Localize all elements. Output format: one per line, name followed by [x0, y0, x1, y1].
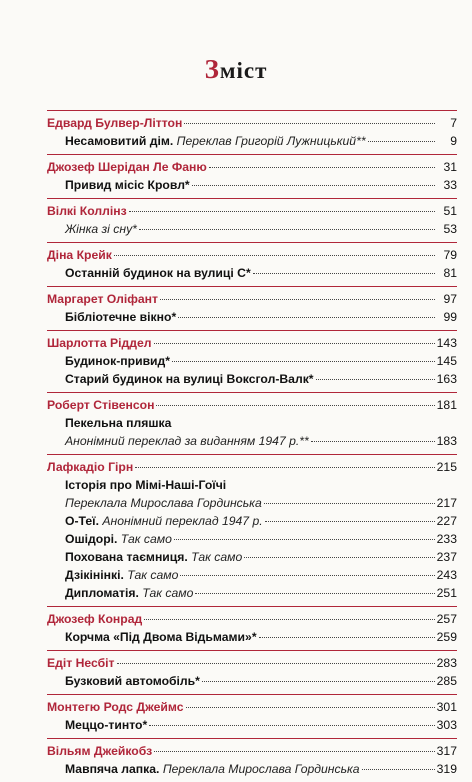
toc-section: [47, 198, 457, 242]
page-number: 217: [436, 496, 457, 510]
entry-title: Останній будинок на вулиці С*: [65, 266, 251, 280]
page-number: 163: [436, 372, 457, 386]
toc-author-line[interactable]: [47, 742, 457, 760]
toc-section: [47, 242, 457, 286]
author-name: Монтегю Родс Джеймс: [47, 700, 184, 714]
author-name: Маргарет Оліфант: [47, 292, 159, 306]
dot-leader: [184, 123, 435, 124]
dot-leader: [264, 503, 435, 504]
dot-leader: [154, 343, 435, 344]
toc-section: [47, 650, 457, 694]
page-number: 259: [436, 630, 457, 644]
toc-author-line[interactable]: [47, 334, 457, 352]
toc-entry[interactable]: [47, 494, 457, 512]
entry-note: Переклала Мирослава Гординська: [159, 762, 360, 776]
entry-title: Меццо-тинто*: [65, 718, 148, 732]
page-number: 243: [436, 568, 457, 582]
toc-entry[interactable]: [47, 530, 457, 548]
page-number: 181: [436, 398, 457, 412]
toc-author-line[interactable]: [47, 158, 457, 176]
dot-leader: [117, 663, 435, 664]
page-number: 33: [443, 178, 457, 192]
page-number: 97: [443, 292, 457, 306]
dot-leader: [172, 361, 435, 362]
page-number: 7: [450, 116, 457, 130]
entry-title: Корчма «Під Двома Відьмами»*: [65, 630, 257, 644]
entry-title: Мавпяча лапка.: [65, 762, 160, 776]
dot-leader: [316, 379, 435, 380]
toc-entry[interactable]: [47, 672, 457, 690]
page-number: 51: [443, 204, 457, 218]
dot-leader: [180, 575, 434, 576]
toc-entry[interactable]: [47, 716, 457, 734]
entry-note: Так само: [138, 586, 194, 600]
page-number: 283: [436, 656, 457, 670]
dot-leader: [368, 141, 435, 142]
dot-leader: [156, 405, 434, 406]
entry-title: Старий будинок на вулиці Воксгол-Валк*: [65, 372, 314, 386]
toc-author-line[interactable]: [47, 458, 457, 476]
dot-leader: [144, 619, 434, 620]
dot-leader: [195, 593, 434, 594]
title-rest: міст: [219, 58, 268, 83]
toc-author-line[interactable]: [47, 114, 457, 132]
page-number: 215: [436, 460, 457, 474]
page-number: 233: [436, 532, 457, 546]
toc-author-line[interactable]: [47, 698, 457, 716]
entry-note: Так само: [117, 532, 172, 546]
entry-title: Дипломатія.: [65, 586, 139, 600]
toc-author-line[interactable]: [47, 610, 457, 628]
entry-title: Несамовитий дім.: [65, 134, 174, 148]
toc-section: [47, 286, 457, 330]
page-number: 285: [436, 674, 457, 688]
toc-entry[interactable]: [47, 132, 457, 150]
page-number: 53: [443, 222, 457, 236]
author-name: Вільям Джейкобз: [47, 744, 153, 758]
toc-section: [47, 392, 457, 454]
entry-note: Жінка зі сну*: [65, 222, 137, 236]
toc-entry[interactable]: [47, 220, 457, 238]
entry-title: Будинок-привид*: [65, 354, 171, 368]
page-number: 143: [436, 336, 457, 350]
page-title: [0, 54, 472, 85]
dot-leader: [149, 725, 434, 726]
toc-entry[interactable]: [47, 476, 457, 494]
toc-entry[interactable]: [47, 566, 457, 584]
author-name: Роберт Стівенсон: [47, 398, 155, 412]
table-of-contents: [47, 110, 457, 782]
page-number: 79: [443, 248, 457, 262]
toc-entry[interactable]: [47, 548, 457, 566]
toc-entry[interactable]: [47, 628, 457, 646]
entry-title: Пекельна пляшка: [65, 416, 172, 430]
author-name: Джозеф Шерідан Ле Фаню: [47, 160, 207, 174]
entry-title: Історія про Мімі-Наші-Гоїчі: [65, 478, 227, 492]
toc-author-line[interactable]: [47, 290, 457, 308]
dot-leader: [202, 681, 435, 682]
page-number: 31: [443, 160, 457, 174]
page-number: 237: [436, 550, 457, 564]
entry-note: Переклала Мирослава Гординська: [65, 496, 262, 510]
toc-section: [47, 110, 457, 154]
entry-title: Привид місіс Кровл*: [65, 178, 190, 192]
dot-leader: [139, 229, 435, 230]
dot-leader: [259, 637, 435, 638]
dot-leader: [311, 441, 435, 442]
dot-leader: [244, 557, 434, 558]
page-number: 145: [436, 354, 457, 368]
dot-leader: [192, 185, 435, 186]
toc-section: [47, 694, 457, 738]
dot-leader: [129, 211, 435, 212]
author-name: Шарлотта Ріддел: [47, 336, 152, 350]
toc-entry[interactable]: [47, 414, 457, 432]
dot-leader: [174, 539, 435, 540]
toc-section: [47, 454, 457, 606]
page-number: 303: [436, 718, 457, 732]
dot-leader: [114, 255, 435, 256]
entry-note: Анонімний переклад за виданням 1947 р.**: [65, 434, 309, 448]
toc-section: [47, 738, 457, 782]
entry-note: Так само: [187, 550, 243, 564]
toc-entry[interactable]: [47, 264, 457, 282]
entry-note: Анонімний переклад 1947 р.: [98, 514, 263, 528]
entry-title: Ошідорі.: [65, 532, 118, 546]
page-number: 9: [450, 134, 457, 148]
author-name: Лафкадіо Гірн: [47, 460, 134, 474]
page-number: 317: [436, 744, 457, 758]
toc-entry[interactable]: [47, 760, 457, 778]
dot-leader: [186, 707, 435, 708]
toc-entry[interactable]: [47, 584, 457, 602]
page-number: 227: [436, 514, 457, 528]
entry-title: Бузковий автомобіль*: [65, 674, 200, 688]
author-name: Діна Крейк: [47, 248, 112, 262]
section-spacer: [47, 778, 457, 782]
author-name: Едвард Булвер-Літтон: [47, 116, 183, 130]
entry-title: Бібліотечне вікно*: [65, 310, 177, 324]
toc-author-line[interactable]: [47, 654, 457, 672]
entry-title: Похована таємниця.: [65, 550, 188, 564]
page-number: 81: [443, 266, 457, 280]
toc-section: [47, 606, 457, 650]
author-name: Вілкі Коллінз: [47, 204, 127, 218]
toc-entry[interactable]: [47, 308, 457, 326]
dot-leader: [178, 317, 435, 318]
dot-leader: [265, 521, 435, 522]
dot-leader: [160, 299, 435, 300]
toc-section: [47, 330, 457, 392]
toc-author-line[interactable]: [47, 246, 457, 264]
dot-leader: [135, 467, 434, 468]
dot-leader: [154, 751, 434, 752]
title-initial: З: [204, 54, 220, 84]
entry-title: О-Теї.: [65, 514, 99, 528]
dot-leader: [209, 167, 435, 168]
page-number: 257: [436, 612, 457, 626]
page-number: 251: [436, 586, 457, 600]
entry-title: Дзікінінкі.: [65, 568, 124, 582]
entry-note: Переклав Григорій Лужницький**: [173, 134, 366, 148]
toc-entry[interactable]: [47, 176, 457, 194]
toc-section: [47, 154, 457, 198]
dot-leader: [253, 273, 435, 274]
entry-note: Так само: [123, 568, 179, 582]
toc-entry[interactable]: [47, 352, 457, 370]
page-number: 99: [443, 310, 457, 324]
author-name: Едіт Несбіт: [47, 656, 115, 670]
toc-author-line[interactable]: [47, 202, 457, 220]
author-name: Джозеф Конрад: [47, 612, 143, 626]
page-number: 319: [436, 762, 457, 776]
page-number: 301: [436, 700, 457, 714]
page-number: 183: [436, 434, 457, 448]
toc-entry[interactable]: [47, 370, 457, 388]
toc-author-line[interactable]: [47, 396, 457, 414]
toc-entry[interactable]: [47, 512, 457, 530]
toc-entry[interactable]: [47, 432, 457, 450]
